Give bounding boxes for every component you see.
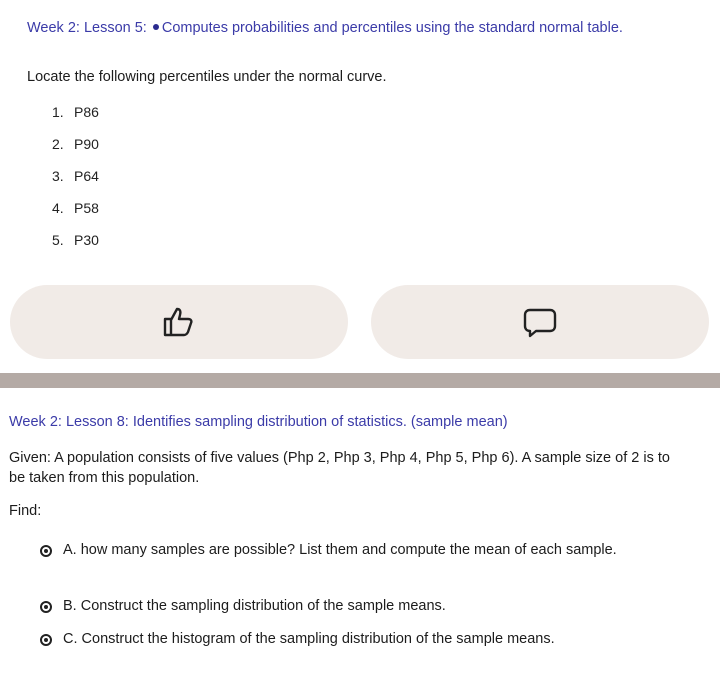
given-text: Given: A population consists of five values (Php 2, Php 3, Php 4, Php 5, Php 6). A sample size of 2 is to be taken from this population. (9, 450, 670, 486)
lesson-8-heading: Week 2: Lesson 8: Identifies sampling distribution of statistics. (sample mean) (9, 414, 508, 430)
list-number: 1. (52, 104, 64, 120)
speech-bubble-icon (522, 304, 558, 340)
option-b (40, 596, 703, 616)
instruction-text: Locate the following percentiles under the normal curve. (27, 69, 387, 85)
list-number: 3. (52, 168, 64, 184)
list-item (52, 104, 99, 136)
list-label: P90 (74, 136, 99, 152)
list-item (52, 136, 99, 168)
option-c (40, 629, 703, 649)
find-label: Find: (9, 503, 42, 519)
list-item (52, 200, 99, 232)
lesson-5-title: Week 2: Lesson 5: (27, 20, 151, 36)
reaction-bar (0, 282, 720, 362)
list-label: P64 (74, 168, 99, 184)
list-label: P86 (74, 104, 99, 120)
post-lesson-8 (0, 388, 720, 681)
option-text: B. Construct the sampling distribution of the sample means. (63, 598, 446, 614)
thumbs-up-icon (161, 304, 197, 340)
list-item (52, 168, 99, 200)
percentile-list (52, 104, 99, 264)
list-item (52, 232, 99, 264)
option-a (40, 540, 703, 560)
lesson-5-objective: Computes probabilities and percentiles using the standard normal table. (161, 20, 623, 36)
radio-bullet-icon (40, 545, 52, 557)
bullet-dot-icon (153, 24, 159, 30)
lesson-5-heading (27, 19, 687, 38)
list-number: 2. (52, 136, 64, 152)
radio-bullet-icon (40, 634, 52, 646)
option-text: A. how many samples are possible? List them and compute the mean of each sample. (63, 542, 617, 558)
list-label: P30 (74, 232, 99, 248)
option-text: C. Construct the histogram of the sampling distribution of the sample means. (63, 631, 555, 647)
list-number: 4. (52, 200, 64, 216)
list-number: 5. (52, 232, 64, 248)
like-button[interactable] (10, 285, 348, 359)
comment-button[interactable] (371, 285, 709, 359)
post-divider (0, 373, 720, 388)
list-label: P58 (74, 200, 99, 216)
radio-bullet-icon (40, 601, 52, 613)
